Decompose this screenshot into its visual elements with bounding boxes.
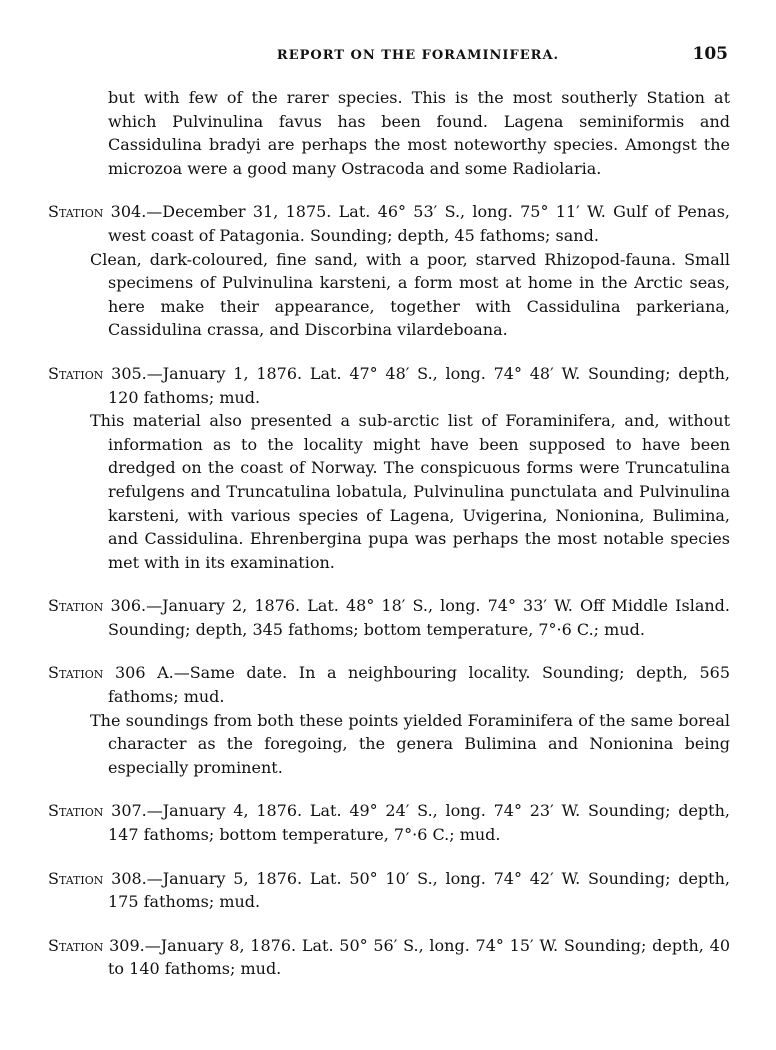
station-details: 309.—January 8, 1876. Lat. 50° 56′ S., long. 74° 15′ W. Sounding; depth, 40 to 140 fathoms; mud.: [108, 935, 730, 979]
station-label: Station: [48, 663, 104, 683]
station-description: Clean, dark-coloured, fine sand, with a poor, starved Rhizopod-fauna. Small specimens of Pulvinulina karsteni, a form most at home in the Arctic seas, here make their appearance, together with Cassidulina parkeriana, Cassidulina crassa, and Discorbina vilardeboana.: [90, 249, 730, 340]
station-entry: [48, 594, 730, 641]
station-entry: [48, 867, 730, 914]
station-entry: [48, 799, 730, 846]
station-details: 304.—December 31, 1875. Lat. 46° 53′ S., long. 75° 11′ W. Gulf of Penas, west coast of Patagonia. Sounding; depth, 45 fathoms; sand.: [108, 202, 730, 245]
station-description: This material also presented a sub-arctic list of Foraminifera, and, without information as to the locality might have been supposed to have been dredged on the coast of Norway. The conspicuous forms were Truncatulina refulgens and Truncatulina lobatula, Pulvinulina punctulata and Pulvinulina karsteni, with various species of Lagena, Uvigerina, Nonionina, Bulimina, and Cassidulina. Ehrenbergina pupa was perhaps the most notable species met with in its examination.: [90, 411, 730, 572]
station-heading: [48, 867, 730, 914]
station-details: 306 A.—Same date. In a neighbouring locality. Sounding; depth, 565 fathoms; mud.: [108, 663, 730, 707]
station-heading: [48, 362, 730, 409]
station-label: Station: [48, 868, 104, 888]
station-details: 306.—January 2, 1876. Lat. 48° 18′ S., long. 74° 33′ W. Off Middle Island. Sounding; depth, 345 fathoms; bottom temperature, 7°·6 C.; mud.: [108, 596, 730, 639]
station-details: 307.—January 4, 1876. Lat. 49° 24′ S., long. 74° 23′ W. Sounding; depth, 147 fathoms; bottom temperature, 7°·6 C.; mud.: [108, 801, 730, 845]
station-heading: [48, 799, 730, 846]
station-label: Station: [48, 935, 104, 955]
station-heading: [48, 594, 730, 641]
station-label: Station: [48, 596, 104, 616]
station-heading: [48, 934, 730, 981]
page-number: 105: [692, 44, 728, 64]
station-heading: [48, 200, 730, 247]
station-heading: [48, 661, 730, 708]
station-label: Station: [48, 363, 104, 383]
station-entry: [48, 362, 730, 574]
station-description: The soundings from both these points yielded Foraminifera of the same boreal character as the foregoing, the genera Bulimina and Nonionina being especially prominent.: [90, 710, 730, 777]
station-details: 308.—January 5, 1876. Lat. 50° 10′ S., long. 74° 42′ W. Sounding; depth, 175 fathoms; mud.: [108, 868, 730, 912]
station-label: Station: [48, 801, 104, 821]
station-label: Station: [48, 202, 104, 222]
station-entry: [48, 200, 730, 342]
running-head: REPORT ON THE FORAMINIFERA.: [276, 48, 560, 63]
intro-paragraph: but with few of the rarer species. This is the most southerly Station at which Pulvinulina favus has been found. Lagena seminiformis and Cassidulina bradyi are perhaps the most noteworthy species. Amongst the microzoa were a good many Ostracoda and some Radiolaria.: [108, 88, 730, 178]
station-details: 305.—January 1, 1876. Lat. 47° 48′ S., long. 74° 48′ W. Sounding; depth, 120 fathoms; mud.: [108, 363, 730, 407]
page-header: [108, 42, 728, 72]
station-entry: [48, 934, 730, 981]
station-entry: [48, 661, 730, 779]
body-text: [48, 86, 730, 1001]
